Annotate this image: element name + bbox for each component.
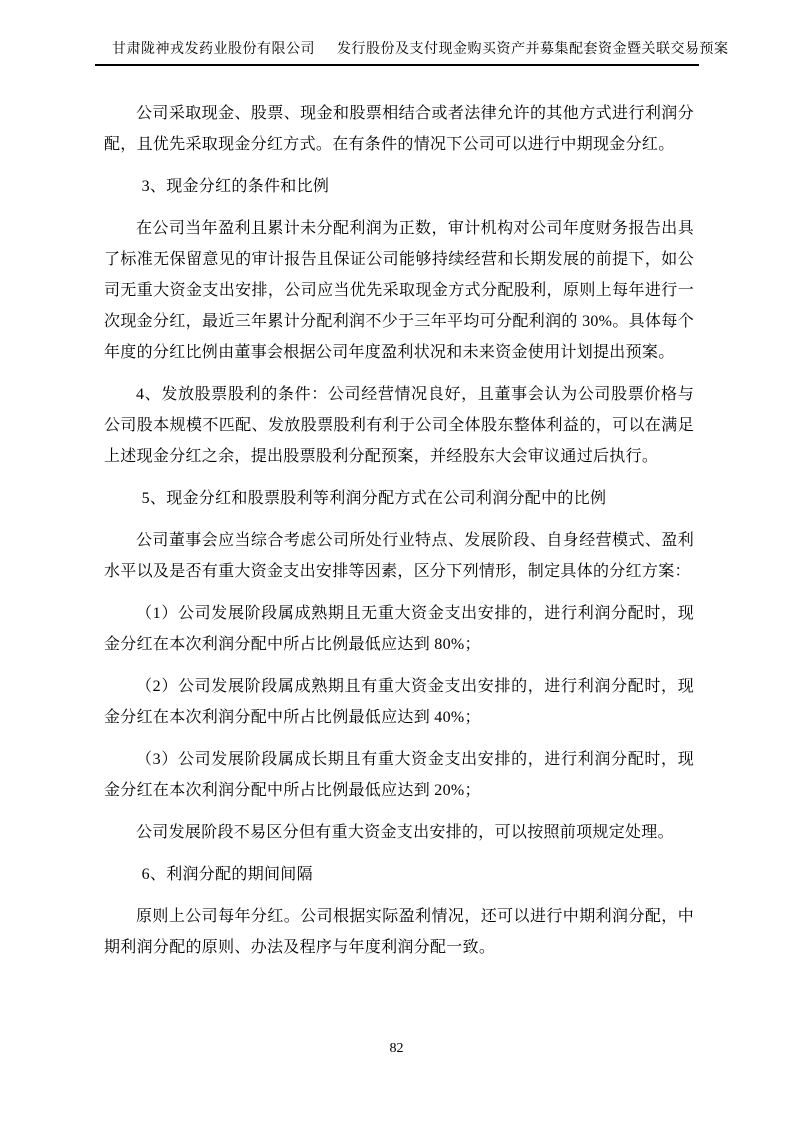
header-company-name: 甘肃陇神戎发药业股份有限公司	[112, 42, 315, 57]
document-body	[104, 98, 694, 974]
paragraph: 在公司当年盈利且累计未分配利润为正数，审计机构对公司年度财务报告出具了标准无保留意见的审计报告且保证公司能够持续经营和长期发展的前提下，如公司无重大资金支出安排，公司应当优先采取现金方式分配股利，原则上每年进行一次现金分红，最近三年累计分配利润不少于三年平均可分配利润的 30%。具体每个年度的分红比例由董事会根据公司年度盈利状况和未来资金使用计划提出预案。	[104, 220, 694, 361]
paragraph: 4、发放股票股利的条件：公司经营情况良好，且董事会认为公司股票价格与公司股本规模不匹配、发放股票股利有利于公司全体股东整体利益的，可以在满足上述现金分红之余，提出股票股利分配预案，并经股东大会审议通过后执行。	[104, 386, 694, 465]
section-heading: 3、现金分红的条件和比例	[141, 178, 330, 195]
paragraph: 原则上公司每年分红。公司根据实际盈利情况，还可以进行中期利润分配，中期利润分配的原则、办法及程序与年度利润分配一致。	[104, 908, 694, 956]
page-number: 82	[389, 1041, 404, 1056]
page-header	[95, 42, 729, 66]
header-document-title: 发行股份及支付现金购买资产并募集配套资金暨关联交易预案	[337, 42, 729, 57]
paragraph: （2）公司发展阶段属成熟期且有重大资金支出安排的，进行利润分配时，现金分红在本次利润分配中所占比例最低应达到 40%；	[104, 678, 694, 726]
paragraph: 公司董事会应当综合考虑公司所处行业特点、发展阶段、自身经营模式、盈利水平以及是否有重大资金支出安排等因素，区分下列情形，制定具体的分红方案：	[104, 532, 694, 580]
section-heading: 5、现金分红和股票股利等利润分配方式在公司利润分配中的比例	[141, 490, 607, 507]
paragraph: （3）公司发展阶段属成长期且有重大资金支出安排的，进行利润分配时，现金分红在本次利润分配中所占比例最低应达到 20%；	[104, 751, 694, 799]
paragraph: （1）公司发展阶段属成熟期且无重大资金支出安排的，进行利润分配时，现金分红在本次利润分配中所占比例最低应达到 80%；	[104, 605, 694, 653]
paragraph: 公司发展阶段不易区分但有重大资金支出安排的，可以按照前项规定处理。	[136, 824, 674, 841]
paragraph: 公司采取现金、股票、现金和股票相结合或者法律允许的其他方式进行利润分配，且优先采取现金分红方式。在有条件的情况下公司可以进行中期现金分红。	[104, 105, 694, 153]
section-heading: 6、利润分配的期间间隔	[141, 866, 313, 883]
